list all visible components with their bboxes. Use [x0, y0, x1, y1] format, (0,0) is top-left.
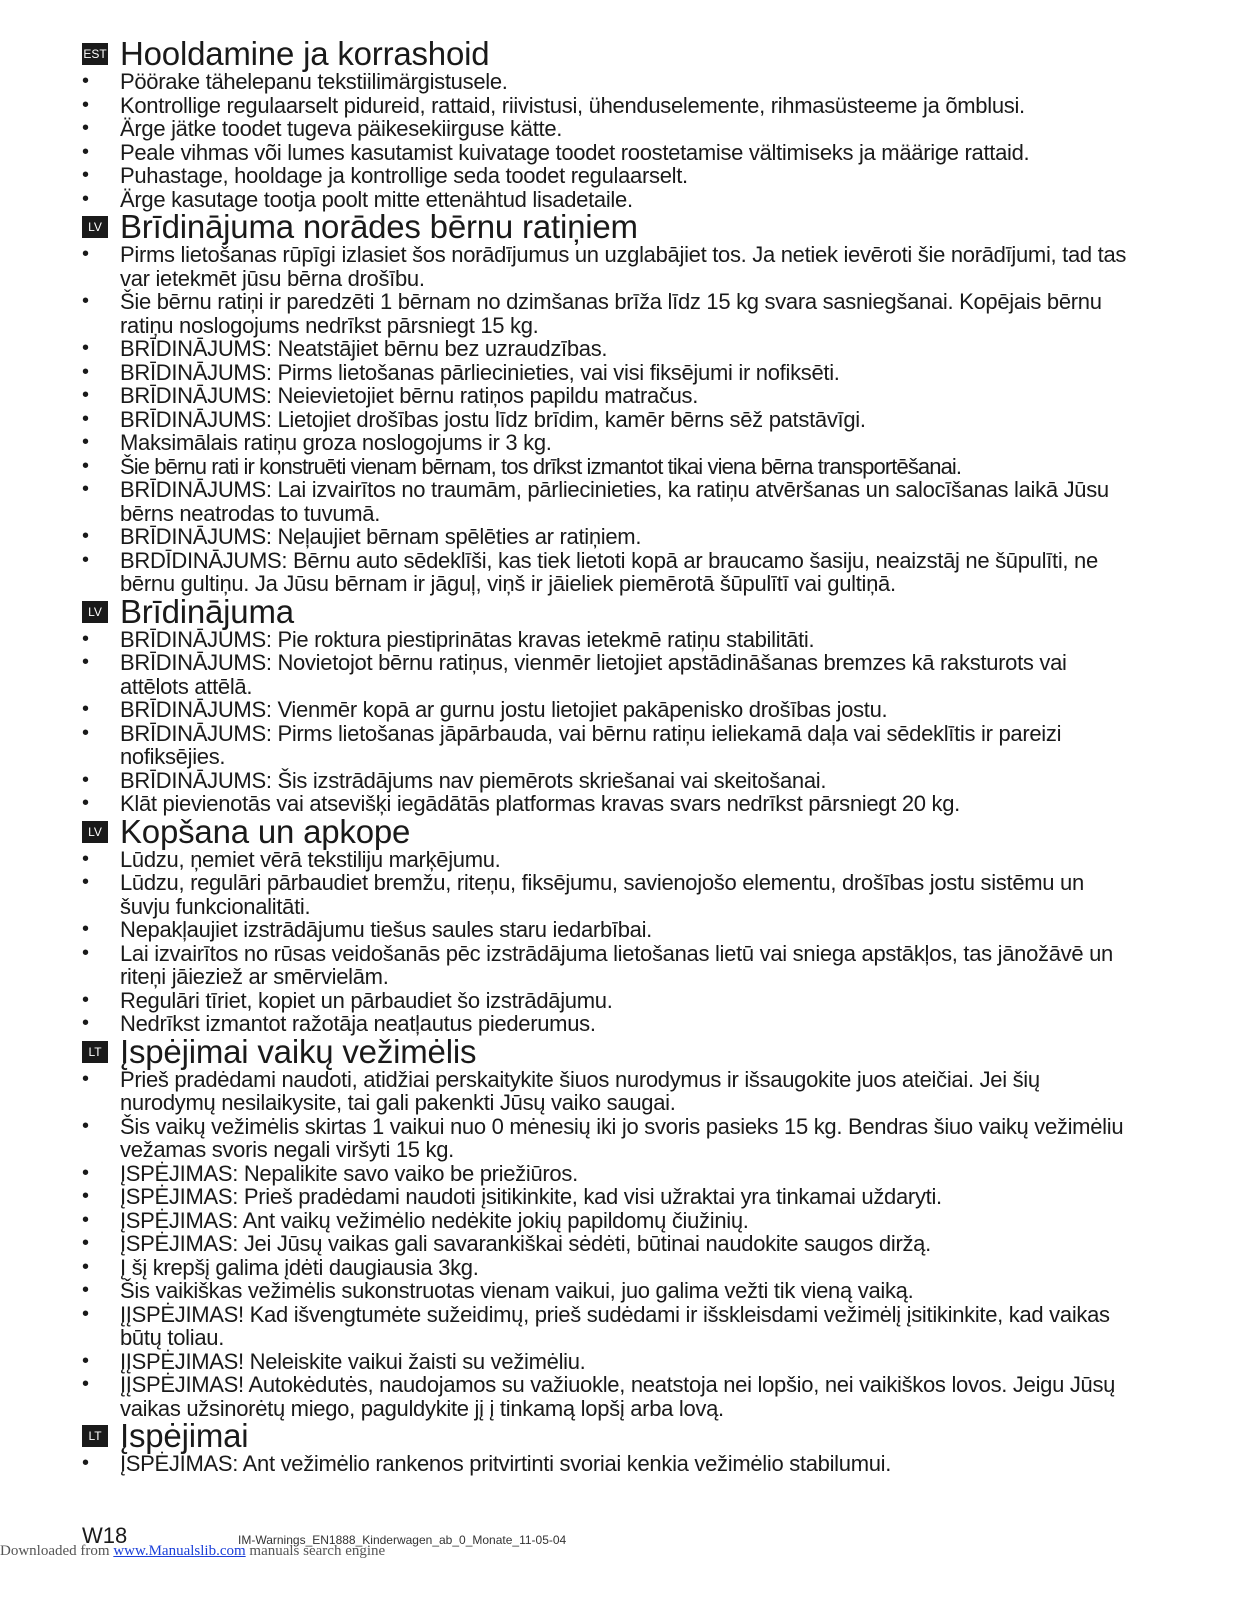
list-item: • Lai izvairītos no rūsas veidošanās pēc izstrādājuma lietošanas lietū vai sniega apstākļos, tas jānožāvē un riteņi jāieziež ar smērvielām.	[82, 942, 1132, 989]
download-prefix: Downloaded from	[0, 1543, 110, 1559]
list-item: • Nedrīkst izmantot ražotāja neatļautus piederumus.	[82, 1012, 1132, 1036]
list-item: • BRĪDINĀJUMS: Neļaujiet bērnam spēlēties ar ratiņiem.	[82, 525, 1132, 549]
list-item: • Kontrollige regulaarselt pidureid, rattaid, riivistusi, ühenduselemente, rihmasüsteeme ja õmblusi.	[82, 94, 1132, 118]
document-body	[82, 35, 1132, 1476]
list-item: • Pöörake tähelepanu tekstiilimärgistusele.	[82, 70, 1132, 94]
list-item: • Peale vihmas või lumes kasutamist kuivatage toodet roostetamise vältimiseks ja määrige rattaid.	[82, 141, 1132, 165]
list-item: • BRĪDINĀJUMS: Lai izvairītos no traumām, pārliecinieties, ka ratiņu atvēršanas un salocīšanas laikā Jūsu bērns neatrodas to tuvumā.	[82, 478, 1132, 525]
list-item: • Maksimālais ratiņu groza noslogojums ir 3 kg.	[82, 431, 1132, 455]
language-badge: LV	[82, 216, 108, 238]
list-item: • BRĪDINĀJUMS: Neatstājiet bērnu bez uzraudzības.	[82, 337, 1132, 361]
list-item: • Nepakļaujiet izstrādājumu tiešus saules staru iedarbībai.	[82, 918, 1132, 942]
list-item: • Pirms lietošanas rūpīgi izlasiet šos norādījumus un uzglabājiet tos. Ja netiek ievēroti šie norādījumi, tad tas var ietekmēt jūsu bērna drošību.	[82, 243, 1132, 290]
language-badge: LV	[82, 821, 108, 843]
list-item: • Ärge kasutage tootja poolt mitte ettenähtud lisadetaile.	[82, 188, 1132, 212]
list-item: • ĮĮSPĖJIMAS! Neleiskite vaikui žaisti su vežimėliu.	[82, 1350, 1132, 1374]
list-item: • BRDĪDINĀJUMS: Bērnu auto sēdeklīši, kas tiek lietoti kopā ar braucamo šasiju, neaizstāj ne šūpulīti, ne bērnu gultiņu. Ja Jūsu bērnam ir jāguļ, viņš ir jāieliek piemērotā šūpulītī vai gultiņā.	[82, 549, 1132, 596]
section-title: Brīdinājuma	[120, 592, 294, 630]
warning-list	[82, 1452, 1132, 1476]
section-heading	[82, 35, 1132, 72]
language-badge: LV	[82, 601, 108, 623]
list-item: • Šie bērnu ratiņi ir paredzēti 1 bērnam no dzimšanas brīža līdz 15 kg svara sasniegšanai. Kopējais bērnu ratiņu noslogojums nedrīkst pārsniegt 15 kg.	[82, 290, 1132, 337]
list-item: • ĮSPĖJIMAS: Nepalikite savo vaiko be priežiūros.	[82, 1162, 1132, 1186]
language-badge: EST	[82, 43, 108, 65]
page-number: W18	[82, 1523, 128, 1548]
section-title: Kopšana un apkope	[120, 812, 411, 850]
list-item: • Lūdzu, regulāri pārbaudiet bremžu, riteņu, fiksējumu, savienojošo elementu, drošības jostu sistēmu un šuvju funkcionalitāti.	[82, 871, 1132, 918]
list-item: • BRĪDINĀJUMS: Lietojiet drošības jostu līdz brīdim, kamēr bērns sēž patstāvīgi.	[82, 408, 1132, 432]
warning-list	[82, 1068, 1132, 1421]
list-item: • BRĪDINĀJUMS: Novietojot bērnu ratiņus, vienmēr lietojiet apstādināšanas bremzes kā raksturots vai attēlots attēlā.	[82, 651, 1132, 698]
list-item: • Šis vaikiškas vežimėlis sukonstruotas vienam vaikui, juo galima vežti tik vieną vaiką.	[82, 1279, 1132, 1303]
section-lt-warnings	[82, 1417, 1132, 1476]
language-badge: LT	[82, 1425, 108, 1447]
section-lt-warnings-stroller	[82, 1032, 1132, 1421]
section-heading	[82, 208, 1132, 245]
list-item: • Puhastage, hooldage ja kontrollige seda toodet regulaarselt.	[82, 164, 1132, 188]
list-item: • Regulāri tīriet, kopiet un pārbaudiet šo izstrādājumu.	[82, 989, 1132, 1013]
section-title: Brīdinājuma norādes bērnu ratiņiem	[120, 208, 638, 245]
download-suffix: manuals search engine	[249, 1543, 386, 1559]
list-item: • BRĪDINĀJUMS: Pirms lietošanas jāpārbauda, vai bērnu ratiņu ieliekamā daļa vai sēdeklītis ir pareizi nofiksējies.	[82, 722, 1132, 769]
section-heading	[82, 812, 1132, 850]
section-title: Hooldamine ja korrashoid	[120, 35, 490, 72]
language-badge: LT	[82, 1041, 108, 1063]
list-item: • Šis vaikų vežimėlis skirtas 1 vaikui nuo 0 mėnesių iki jo svoris pasieks 15 kg. Bendras šiuo vaikų vežimėliu vežamas svoris negali viršyti 15 kg.	[82, 1115, 1132, 1162]
section-heading	[82, 1032, 1132, 1070]
warning-list	[82, 70, 1132, 211]
list-item: • Į šį krepšį galima įdėti daugiausia 3kg.	[82, 1256, 1132, 1280]
download-source-bar	[0, 1543, 385, 1560]
list-item: • Lūdzu, ņemiet vērā tekstiliju marķējumu.	[82, 848, 1132, 872]
list-item: • Šie bērnu rati ir konstruēti vienam bērnam, tos drīkst izmantot tikai viena bērna transportēšanai.	[82, 455, 1132, 479]
section-title: Įspėjimai	[120, 1417, 249, 1454]
list-item: • ĮSPĖJIMAS: Jei Jūsų vaikas gali savarankiškai sėdėti, būtinai naudokite saugos diržą.	[82, 1232, 1132, 1256]
list-item: • Ärge jätke toodet tugeva päikesekiirguse kätte.	[82, 117, 1132, 141]
list-item: • ĮSPĖJIMAS: Prieš pradėdami naudoti įsitikinkite, kad visi užraktai yra tinkamai uždaryti.	[82, 1185, 1132, 1209]
warning-list	[82, 848, 1132, 1036]
section-est-care	[82, 35, 1132, 212]
list-item: • ĮSPĖJIMAS: Ant vežimėlio rankenos pritvirtinti svoriai kenkia vežimėlio stabilumui.	[82, 1452, 1132, 1476]
warning-list	[82, 243, 1132, 596]
section-title: Įspėjimai vaikų vežimėlis	[120, 1032, 477, 1070]
list-item: • ĮSPĖJIMAS: Ant vaikų vežimėlio nedėkite jokių papildomų čiužinių.	[82, 1209, 1132, 1233]
document-code: IM-Warnings_EN1888_Kinderwagen_ab_0_Monate_11-05-04	[238, 1533, 567, 1547]
list-item: • Klāt pievienotās vai atsevišķi iegādātās platformas kravas svars nedrīkst pārsniegt 20 kg.	[82, 792, 1132, 816]
section-lv-warnings	[82, 592, 1132, 816]
list-item: • BRĪDINĀJUMS: Vienmēr kopā ar gurnu jostu lietojiet pakāpenisko drošības jostu.	[82, 698, 1132, 722]
section-lv-warnings-stroller	[82, 208, 1132, 596]
manualslib-link[interactable]: www.Manualslib.com	[113, 1543, 246, 1559]
list-item: • ĮĮSPĖJIMAS! Kad išvengtumėte sužeidimų, prieš sudėdami ir išskleisdami vežimėlį įsitikinkite, kad vaikas būtų toliau.	[82, 1303, 1132, 1350]
section-heading	[82, 1417, 1132, 1454]
list-item: • Prieš pradėdami naudoti, atidžiai perskaitykite šiuos nurodymus ir išsaugokite juos ateičiai. Jei šių nurodymų nesilaikysite, tai gali pakenkti Jūsų vaiko saugai.	[82, 1068, 1132, 1115]
warning-list	[82, 628, 1132, 816]
list-item: • BRĪDINĀJUMS: Pie roktura piestiprinātas kravas ietekmē ratiņu stabilitāti.	[82, 628, 1132, 652]
list-item: • BRĪDINĀJUMS: Pirms lietošanas pārliecinieties, vai visi fiksējumi ir nofiksēti.	[82, 361, 1132, 385]
list-item: • ĮĮSPĖJIMAS! Autokėdutės, naudojamos su važiuokle, neatstoja nei lopšio, nei vaikiškos lovos. Jeigu Jūsų vaikas užsinorėtų miego, paguldykite jį į tinkamą lopšį arba lovą.	[82, 1373, 1132, 1420]
list-item: • BRĪDINĀJUMS: Neievietojiet bērnu ratiņos papildu matračus.	[82, 384, 1132, 408]
list-item: • BRĪDINĀJUMS: Šis izstrādājums nav piemērots skriešanai vai skeitošanai.	[82, 769, 1132, 793]
section-heading	[82, 592, 1132, 630]
section-lv-care	[82, 812, 1132, 1036]
